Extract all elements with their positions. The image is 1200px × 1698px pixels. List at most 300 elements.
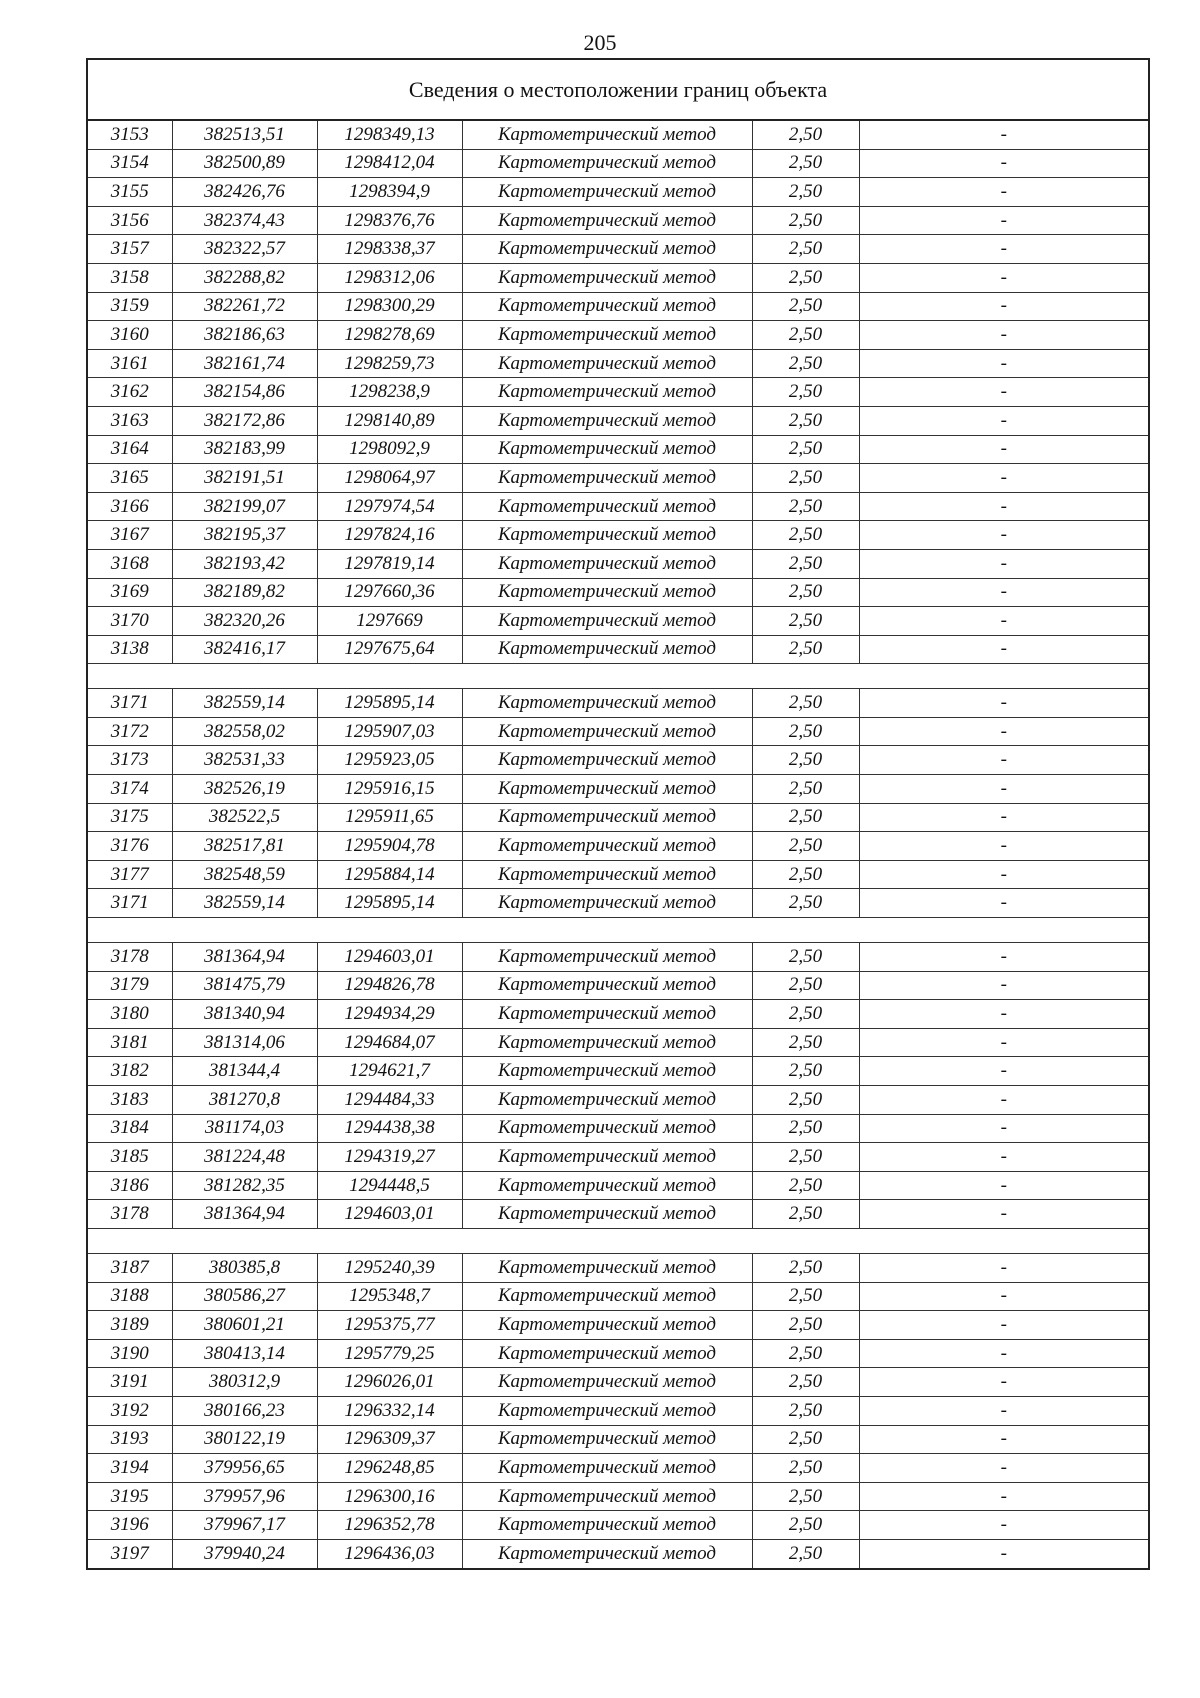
table-row xyxy=(87,1396,1149,1425)
table-row xyxy=(87,746,1149,775)
y-coordinate-cell: 1294684,07 xyxy=(317,1028,462,1057)
method-cell: Картометрический метод xyxy=(462,206,752,235)
accuracy-cell: 2,50 xyxy=(752,1114,859,1143)
table-row xyxy=(87,1200,1149,1229)
point-number-cell: 3164 xyxy=(87,435,172,464)
table-row xyxy=(87,263,1149,292)
method-cell: Картометрический метод xyxy=(462,889,752,918)
table-row xyxy=(87,149,1149,178)
point-number-cell: 3197 xyxy=(87,1539,172,1568)
x-coordinate-cell: 382531,33 xyxy=(172,746,317,775)
x-coordinate-cell: 382559,14 xyxy=(172,889,317,918)
point-number-cell: 3194 xyxy=(87,1454,172,1483)
table-row xyxy=(87,206,1149,235)
table-row xyxy=(87,1057,1149,1086)
description-cell: - xyxy=(859,1311,1149,1340)
description-cell: - xyxy=(859,607,1149,636)
group-separator-row xyxy=(87,1228,1149,1253)
y-coordinate-cell: 1294934,29 xyxy=(317,1000,462,1029)
x-coordinate-cell: 380413,14 xyxy=(172,1339,317,1368)
description-cell: - xyxy=(859,178,1149,207)
description-cell: - xyxy=(859,464,1149,493)
table-row xyxy=(87,1425,1149,1454)
description-cell: - xyxy=(859,1425,1149,1454)
method-cell: Картометрический метод xyxy=(462,803,752,832)
point-number-cell: 3173 xyxy=(87,746,172,775)
accuracy-cell: 2,50 xyxy=(752,1454,859,1483)
method-cell: Картометрический метод xyxy=(462,378,752,407)
table-row xyxy=(87,1282,1149,1311)
y-coordinate-cell: 1294603,01 xyxy=(317,1200,462,1229)
x-coordinate-cell: 382195,37 xyxy=(172,521,317,550)
description-cell: - xyxy=(859,1028,1149,1057)
description-cell: - xyxy=(859,406,1149,435)
table-row xyxy=(87,549,1149,578)
description-cell: - xyxy=(859,860,1149,889)
point-number-cell: 3186 xyxy=(87,1171,172,1200)
point-number-cell: 3190 xyxy=(87,1339,172,1368)
table-row xyxy=(87,1454,1149,1483)
description-cell: - xyxy=(859,746,1149,775)
description-cell: - xyxy=(859,292,1149,321)
x-coordinate-cell: 382186,63 xyxy=(172,321,317,350)
method-cell: Картометрический метод xyxy=(462,1396,752,1425)
point-number-cell: 3163 xyxy=(87,406,172,435)
method-cell: Картометрический метод xyxy=(462,1171,752,1200)
method-cell: Картометрический метод xyxy=(462,943,752,972)
point-number-cell: 3185 xyxy=(87,1143,172,1172)
y-coordinate-cell: 1296332,14 xyxy=(317,1396,462,1425)
table-row xyxy=(87,889,1149,918)
x-coordinate-cell: 382548,59 xyxy=(172,860,317,889)
y-coordinate-cell: 1294448,5 xyxy=(317,1171,462,1200)
accuracy-cell: 2,50 xyxy=(752,1057,859,1086)
accuracy-cell: 2,50 xyxy=(752,464,859,493)
y-coordinate-cell: 1295375,77 xyxy=(317,1311,462,1340)
description-cell: - xyxy=(859,971,1149,1000)
point-number-cell: 3160 xyxy=(87,321,172,350)
y-coordinate-cell: 1294438,38 xyxy=(317,1114,462,1143)
accuracy-cell: 2,50 xyxy=(752,120,859,149)
method-cell: Картометрический метод xyxy=(462,1454,752,1483)
table-row xyxy=(87,235,1149,264)
point-number-cell: 3178 xyxy=(87,1200,172,1229)
x-coordinate-cell: 382416,17 xyxy=(172,635,317,664)
x-coordinate-cell: 379940,24 xyxy=(172,1539,317,1568)
method-cell: Картометрический метод xyxy=(462,549,752,578)
table-row xyxy=(87,1253,1149,1282)
accuracy-cell: 2,50 xyxy=(752,943,859,972)
x-coordinate-cell: 380601,21 xyxy=(172,1311,317,1340)
description-cell: - xyxy=(859,689,1149,718)
description-cell: - xyxy=(859,635,1149,664)
y-coordinate-cell: 1294826,78 xyxy=(317,971,462,1000)
y-coordinate-cell: 1294603,01 xyxy=(317,943,462,972)
point-number-cell: 3156 xyxy=(87,206,172,235)
point-number-cell: 3172 xyxy=(87,717,172,746)
accuracy-cell: 2,50 xyxy=(752,1339,859,1368)
x-coordinate-cell: 382161,74 xyxy=(172,349,317,378)
table-row xyxy=(87,464,1149,493)
description-cell: - xyxy=(859,1282,1149,1311)
description-cell: - xyxy=(859,1539,1149,1568)
accuracy-cell: 2,50 xyxy=(752,521,859,550)
x-coordinate-cell: 382189,82 xyxy=(172,578,317,607)
method-cell: Картометрический метод xyxy=(462,832,752,861)
table-row xyxy=(87,492,1149,521)
description-cell: - xyxy=(859,349,1149,378)
method-cell: Картометрический метод xyxy=(462,521,752,550)
x-coordinate-cell: 382172,86 xyxy=(172,406,317,435)
description-cell: - xyxy=(859,1339,1149,1368)
description-cell: - xyxy=(859,1396,1149,1425)
x-coordinate-cell: 382426,76 xyxy=(172,178,317,207)
y-coordinate-cell: 1294484,33 xyxy=(317,1086,462,1115)
accuracy-cell: 2,50 xyxy=(752,1511,859,1540)
point-number-cell: 3171 xyxy=(87,689,172,718)
description-cell: - xyxy=(859,435,1149,464)
x-coordinate-cell: 381224,48 xyxy=(172,1143,317,1172)
y-coordinate-cell: 1298300,29 xyxy=(317,292,462,321)
description-cell: - xyxy=(859,378,1149,407)
x-coordinate-cell: 380166,23 xyxy=(172,1396,317,1425)
point-number-cell: 3191 xyxy=(87,1368,172,1397)
method-cell: Картометрический метод xyxy=(462,1086,752,1115)
point-number-cell: 3181 xyxy=(87,1028,172,1057)
accuracy-cell: 2,50 xyxy=(752,263,859,292)
y-coordinate-cell: 1297824,16 xyxy=(317,521,462,550)
point-number-cell: 3196 xyxy=(87,1511,172,1540)
table-row xyxy=(87,178,1149,207)
y-coordinate-cell: 1298238,9 xyxy=(317,378,462,407)
table-row xyxy=(87,1028,1149,1057)
description-cell: - xyxy=(859,206,1149,235)
table-row xyxy=(87,832,1149,861)
accuracy-cell: 2,50 xyxy=(752,1200,859,1229)
method-cell: Картометрический метод xyxy=(462,578,752,607)
point-number-cell: 3153 xyxy=(87,120,172,149)
accuracy-cell: 2,50 xyxy=(752,775,859,804)
method-cell: Картометрический метод xyxy=(462,717,752,746)
group-separator-row xyxy=(87,664,1149,689)
description-cell: - xyxy=(859,235,1149,264)
x-coordinate-cell: 382288,82 xyxy=(172,263,317,292)
group-separator-cell xyxy=(87,918,1149,943)
y-coordinate-cell: 1297675,64 xyxy=(317,635,462,664)
y-coordinate-cell: 1298140,89 xyxy=(317,406,462,435)
y-coordinate-cell: 1296436,03 xyxy=(317,1539,462,1568)
x-coordinate-cell: 381364,94 xyxy=(172,1200,317,1229)
table-row xyxy=(87,1539,1149,1568)
y-coordinate-cell: 1295895,14 xyxy=(317,689,462,718)
accuracy-cell: 2,50 xyxy=(752,746,859,775)
description-cell: - xyxy=(859,943,1149,972)
accuracy-cell: 2,50 xyxy=(752,1086,859,1115)
accuracy-cell: 2,50 xyxy=(752,292,859,321)
table-row xyxy=(87,971,1149,1000)
table-row xyxy=(87,578,1149,607)
point-number-cell: 3166 xyxy=(87,492,172,521)
table-row xyxy=(87,1311,1149,1340)
x-coordinate-cell: 382199,07 xyxy=(172,492,317,521)
description-cell: - xyxy=(859,492,1149,521)
accuracy-cell: 2,50 xyxy=(752,235,859,264)
x-coordinate-cell: 379967,17 xyxy=(172,1511,317,1540)
point-number-cell: 3175 xyxy=(87,803,172,832)
y-coordinate-cell: 1296352,78 xyxy=(317,1511,462,1540)
accuracy-cell: 2,50 xyxy=(752,549,859,578)
method-cell: Картометрический метод xyxy=(462,1000,752,1029)
x-coordinate-cell: 382191,51 xyxy=(172,464,317,493)
accuracy-cell: 2,50 xyxy=(752,717,859,746)
description-cell: - xyxy=(859,1114,1149,1143)
description-cell: - xyxy=(859,1454,1149,1483)
method-cell: Картометрический метод xyxy=(462,860,752,889)
method-cell: Картометрический метод xyxy=(462,1539,752,1568)
method-cell: Картометрический метод xyxy=(462,635,752,664)
y-coordinate-cell: 1296309,37 xyxy=(317,1425,462,1454)
x-coordinate-cell: 379956,65 xyxy=(172,1454,317,1483)
x-coordinate-cell: 381340,94 xyxy=(172,1000,317,1029)
accuracy-cell: 2,50 xyxy=(752,635,859,664)
y-coordinate-cell: 1295904,78 xyxy=(317,832,462,861)
accuracy-cell: 2,50 xyxy=(752,607,859,636)
point-number-cell: 3162 xyxy=(87,378,172,407)
y-coordinate-cell: 1297819,14 xyxy=(317,549,462,578)
x-coordinate-cell: 382522,5 xyxy=(172,803,317,832)
accuracy-cell: 2,50 xyxy=(752,1282,859,1311)
method-cell: Картометрический метод xyxy=(462,149,752,178)
accuracy-cell: 2,50 xyxy=(752,803,859,832)
table-row xyxy=(87,1368,1149,1397)
y-coordinate-cell: 1298349,13 xyxy=(317,120,462,149)
method-cell: Картометрический метод xyxy=(462,406,752,435)
table-row xyxy=(87,349,1149,378)
table-row xyxy=(87,378,1149,407)
y-coordinate-cell: 1295348,7 xyxy=(317,1282,462,1311)
accuracy-cell: 2,50 xyxy=(752,860,859,889)
group-separator-cell xyxy=(87,1228,1149,1253)
point-number-cell: 3178 xyxy=(87,943,172,972)
method-cell: Картометрический метод xyxy=(462,1368,752,1397)
accuracy-cell: 2,50 xyxy=(752,889,859,918)
description-cell: - xyxy=(859,1086,1149,1115)
x-coordinate-cell: 382559,14 xyxy=(172,689,317,718)
point-number-cell: 3192 xyxy=(87,1396,172,1425)
x-coordinate-cell: 381344,4 xyxy=(172,1057,317,1086)
y-coordinate-cell: 1296300,16 xyxy=(317,1482,462,1511)
method-cell: Картометрический метод xyxy=(462,1482,752,1511)
point-number-cell: 3193 xyxy=(87,1425,172,1454)
accuracy-cell: 2,50 xyxy=(752,1143,859,1172)
accuracy-cell: 2,50 xyxy=(752,1028,859,1057)
point-number-cell: 3183 xyxy=(87,1086,172,1115)
x-coordinate-cell: 380312,9 xyxy=(172,1368,317,1397)
x-coordinate-cell: 382513,51 xyxy=(172,120,317,149)
point-number-cell: 3195 xyxy=(87,1482,172,1511)
description-cell: - xyxy=(859,1057,1149,1086)
method-cell: Картометрический метод xyxy=(462,120,752,149)
x-coordinate-cell: 380385,8 xyxy=(172,1253,317,1282)
description-cell: - xyxy=(859,803,1149,832)
title-row xyxy=(87,59,1149,120)
x-coordinate-cell: 382320,26 xyxy=(172,607,317,636)
description-cell: - xyxy=(859,889,1149,918)
accuracy-cell: 2,50 xyxy=(752,689,859,718)
description-cell: - xyxy=(859,149,1149,178)
description-cell: - xyxy=(859,1368,1149,1397)
accuracy-cell: 2,50 xyxy=(752,1368,859,1397)
description-cell: - xyxy=(859,1171,1149,1200)
point-number-cell: 3165 xyxy=(87,464,172,493)
page-number: 205 xyxy=(583,30,617,55)
x-coordinate-cell: 381282,35 xyxy=(172,1171,317,1200)
point-number-cell: 3138 xyxy=(87,635,172,664)
table-row xyxy=(87,292,1149,321)
y-coordinate-cell: 1296248,85 xyxy=(317,1454,462,1483)
table-row xyxy=(87,321,1149,350)
accuracy-cell: 2,50 xyxy=(752,578,859,607)
group-separator-cell xyxy=(87,664,1149,689)
x-coordinate-cell: 382183,99 xyxy=(172,435,317,464)
method-cell: Картометрический метод xyxy=(462,971,752,1000)
accuracy-cell: 2,50 xyxy=(752,206,859,235)
point-number-cell: 3176 xyxy=(87,832,172,861)
table-row xyxy=(87,607,1149,636)
method-cell: Картометрический метод xyxy=(462,775,752,804)
point-number-cell: 3159 xyxy=(87,292,172,321)
method-cell: Картометрический метод xyxy=(462,1114,752,1143)
x-coordinate-cell: 380122,19 xyxy=(172,1425,317,1454)
point-number-cell: 3167 xyxy=(87,521,172,550)
y-coordinate-cell: 1298338,37 xyxy=(317,235,462,264)
method-cell: Картометрический метод xyxy=(462,1282,752,1311)
description-cell: - xyxy=(859,1200,1149,1229)
y-coordinate-cell: 1297974,54 xyxy=(317,492,462,521)
accuracy-cell: 2,50 xyxy=(752,149,859,178)
table-row xyxy=(87,521,1149,550)
x-coordinate-cell: 382322,57 xyxy=(172,235,317,264)
y-coordinate-cell: 1298064,97 xyxy=(317,464,462,493)
accuracy-cell: 2,50 xyxy=(752,321,859,350)
method-cell: Картометрический метод xyxy=(462,178,752,207)
x-coordinate-cell: 382154,86 xyxy=(172,378,317,407)
x-coordinate-cell: 381270,8 xyxy=(172,1086,317,1115)
y-coordinate-cell: 1295911,65 xyxy=(317,803,462,832)
point-number-cell: 3170 xyxy=(87,607,172,636)
description-cell: - xyxy=(859,832,1149,861)
accuracy-cell: 2,50 xyxy=(752,406,859,435)
point-number-cell: 3154 xyxy=(87,149,172,178)
method-cell: Картометрический метод xyxy=(462,1057,752,1086)
description-cell: - xyxy=(859,521,1149,550)
method-cell: Картометрический метод xyxy=(462,492,752,521)
point-number-cell: 3157 xyxy=(87,235,172,264)
point-number-cell: 3179 xyxy=(87,971,172,1000)
y-coordinate-cell: 1294319,27 xyxy=(317,1143,462,1172)
method-cell: Картометрический метод xyxy=(462,1143,752,1172)
table-row xyxy=(87,1339,1149,1368)
description-cell: - xyxy=(859,1511,1149,1540)
y-coordinate-cell: 1295779,25 xyxy=(317,1339,462,1368)
accuracy-cell: 2,50 xyxy=(752,1539,859,1568)
table-row xyxy=(87,1000,1149,1029)
table-row xyxy=(87,435,1149,464)
description-cell: - xyxy=(859,717,1149,746)
description-cell: - xyxy=(859,775,1149,804)
y-coordinate-cell: 1298412,04 xyxy=(317,149,462,178)
method-cell: Картометрический метод xyxy=(462,292,752,321)
table-row xyxy=(87,1114,1149,1143)
method-cell: Картометрический метод xyxy=(462,746,752,775)
y-coordinate-cell: 1298312,06 xyxy=(317,263,462,292)
point-number-cell: 3184 xyxy=(87,1114,172,1143)
accuracy-cell: 2,50 xyxy=(752,349,859,378)
method-cell: Картометрический метод xyxy=(462,1511,752,1540)
method-cell: Картометрический метод xyxy=(462,435,752,464)
accuracy-cell: 2,50 xyxy=(752,1000,859,1029)
table-row xyxy=(87,717,1149,746)
x-coordinate-cell: 381475,79 xyxy=(172,971,317,1000)
description-cell: - xyxy=(859,321,1149,350)
y-coordinate-cell: 1294621,7 xyxy=(317,1057,462,1086)
method-cell: Картометрический метод xyxy=(462,1339,752,1368)
method-cell: Картометрический метод xyxy=(462,607,752,636)
y-coordinate-cell: 1297669 xyxy=(317,607,462,636)
accuracy-cell: 2,50 xyxy=(752,1425,859,1454)
table-row xyxy=(87,943,1149,972)
method-cell: Картометрический метод xyxy=(462,1253,752,1282)
method-cell: Картометрический метод xyxy=(462,321,752,350)
y-coordinate-cell: 1295907,03 xyxy=(317,717,462,746)
y-coordinate-cell: 1295895,14 xyxy=(317,889,462,918)
table-body xyxy=(87,59,1149,1569)
table-row xyxy=(87,406,1149,435)
method-cell: Картометрический метод xyxy=(462,464,752,493)
point-number-cell: 3168 xyxy=(87,549,172,578)
point-number-cell: 3187 xyxy=(87,1253,172,1282)
x-coordinate-cell: 382500,89 xyxy=(172,149,317,178)
description-cell: - xyxy=(859,578,1149,607)
point-number-cell: 3158 xyxy=(87,263,172,292)
point-number-cell: 3155 xyxy=(87,178,172,207)
accuracy-cell: 2,50 xyxy=(752,971,859,1000)
method-cell: Картометрический метод xyxy=(462,263,752,292)
y-coordinate-cell: 1297660,36 xyxy=(317,578,462,607)
description-cell: - xyxy=(859,1253,1149,1282)
method-cell: Картометрический метод xyxy=(462,1028,752,1057)
description-cell: - xyxy=(859,1000,1149,1029)
accuracy-cell: 2,50 xyxy=(752,1171,859,1200)
table-row xyxy=(87,1143,1149,1172)
description-cell: - xyxy=(859,1143,1149,1172)
table-row xyxy=(87,689,1149,718)
table-row xyxy=(87,1086,1149,1115)
table-row xyxy=(87,120,1149,149)
boundary-coordinates-table xyxy=(86,58,1150,1570)
table-row xyxy=(87,860,1149,889)
method-cell: Картометрический метод xyxy=(462,349,752,378)
accuracy-cell: 2,50 xyxy=(752,832,859,861)
description-cell: - xyxy=(859,549,1149,578)
table-row xyxy=(87,1171,1149,1200)
accuracy-cell: 2,50 xyxy=(752,492,859,521)
x-coordinate-cell: 382374,43 xyxy=(172,206,317,235)
point-number-cell: 3171 xyxy=(87,889,172,918)
x-coordinate-cell: 379957,96 xyxy=(172,1482,317,1511)
x-coordinate-cell: 381314,06 xyxy=(172,1028,317,1057)
description-cell: - xyxy=(859,1482,1149,1511)
